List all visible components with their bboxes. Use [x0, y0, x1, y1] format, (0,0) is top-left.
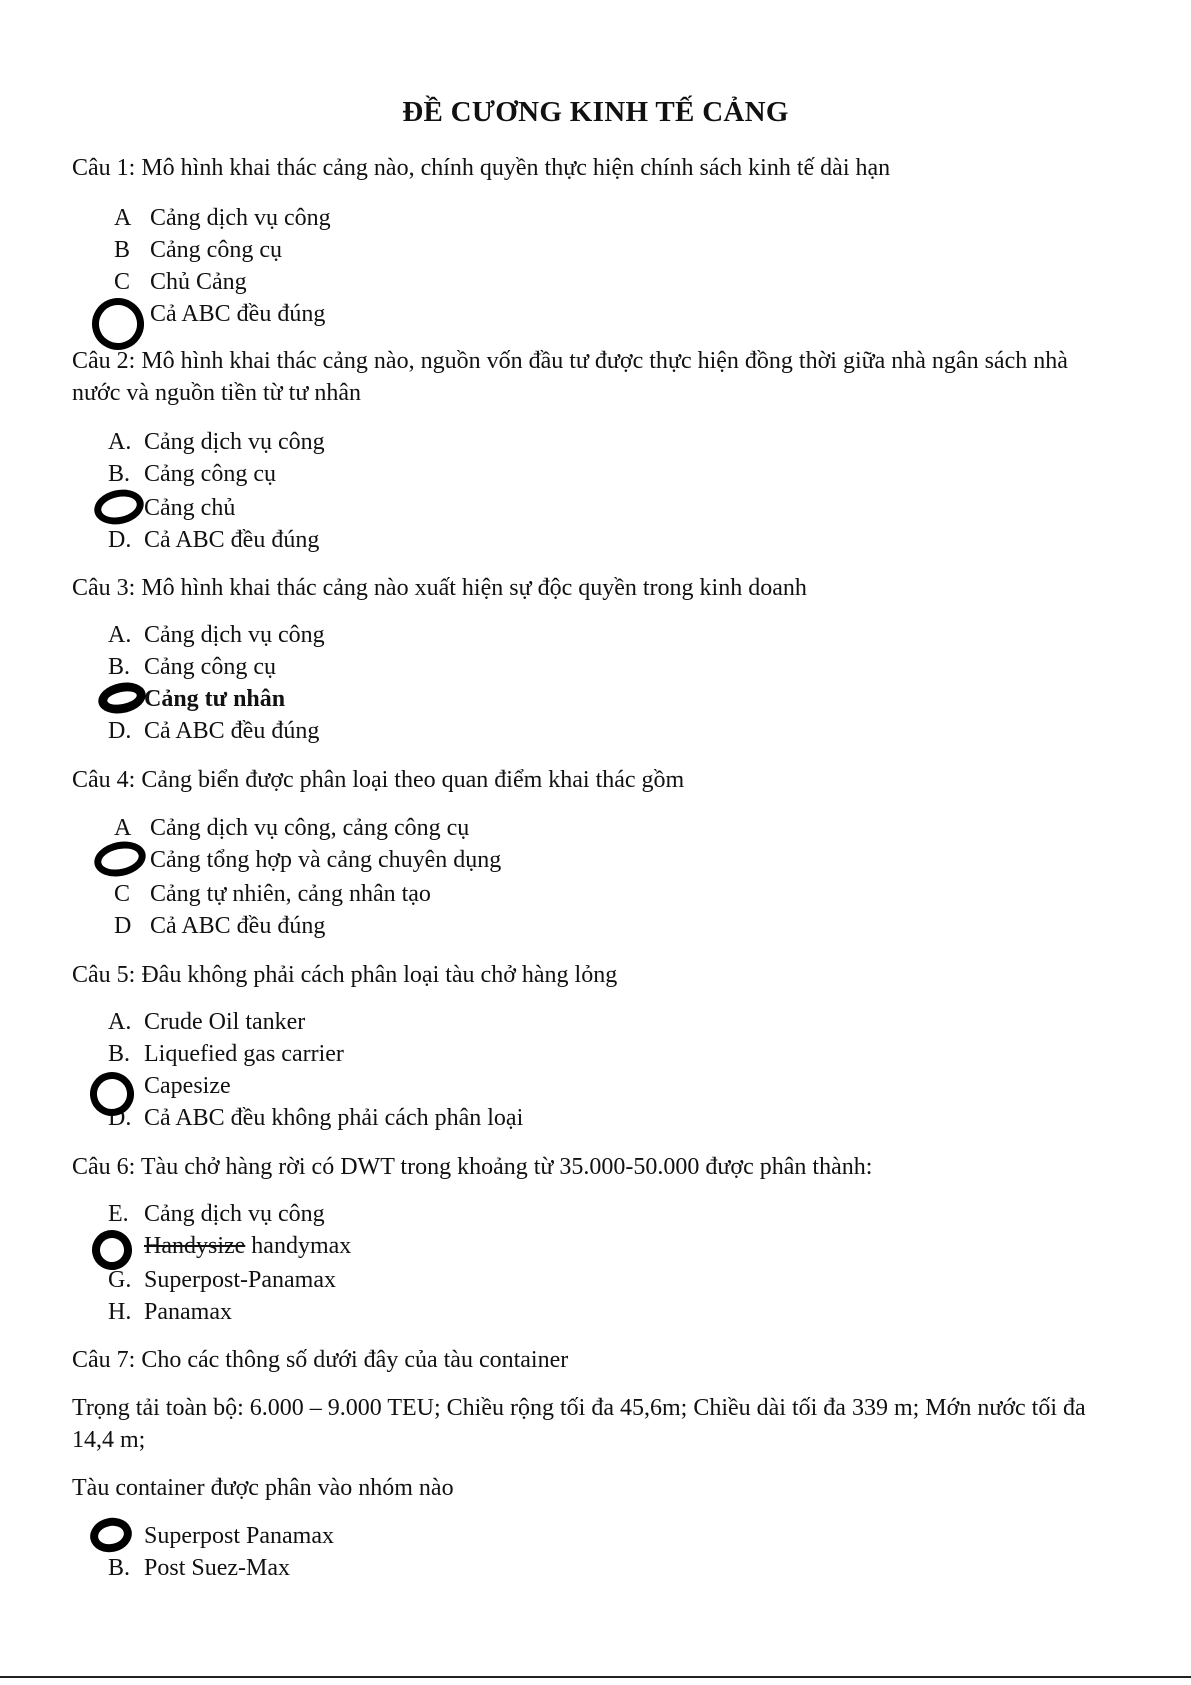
answer-circle-mark [91, 485, 147, 529]
option-text: Cảng tự nhiên, cảng nhân tạo [150, 881, 431, 907]
option-2b [108, 459, 276, 489]
option-label: B. [108, 1555, 131, 1581]
option-text: Cảng tổng hợp và cảng chuyên dụng [150, 847, 502, 873]
question-7-prompt: Tàu container được phân vào nhóm nào [72, 1475, 454, 1501]
answer-circle-mark [95, 678, 148, 717]
question-1: Câu 1: Mô hình khai thác cảng nào, chính quyền thực hiện chính sách kinh tế dài hạn [72, 155, 891, 181]
option-5d [108, 1103, 523, 1133]
option-text: Cảng công cụ [144, 654, 276, 680]
option-text: Cả ABC đều đúng [144, 718, 320, 744]
option-text: Cả ABC đều đúng [144, 527, 320, 553]
option-4b [150, 845, 501, 875]
option-label: D. [108, 1105, 132, 1131]
option-2d [108, 525, 319, 555]
option-text: Cả ABC đều không phải cách phân loại [144, 1105, 524, 1131]
option-text: Post Suez-Max [144, 1555, 290, 1581]
option-text: Crude Oil tanker [144, 1009, 306, 1035]
option-label: D [114, 913, 132, 939]
question-5: Câu 5: Đâu không phải cách phân loại tàu chở hàng lỏng [72, 962, 618, 988]
option-label: C [114, 881, 131, 907]
document-title: ĐỀ CƯƠNG KINH TẾ CẢNG [402, 96, 789, 128]
option-label: D. [108, 718, 132, 744]
option-3c [144, 684, 285, 714]
option-text: Superpost Panamax [144, 1523, 334, 1549]
question-6: Câu 6: Tàu chở hàng rời có DWT trong khoảng từ 35.000-50.000 được phân thành: [72, 1154, 873, 1180]
option-3b [108, 652, 276, 682]
answer-circle-mark [91, 837, 149, 881]
footer-rule [0, 1676, 1191, 1678]
option-text: Cảng dịch vụ công [144, 429, 325, 455]
option-7a [144, 1521, 334, 1551]
question-4: Câu 4: Cảng biển được phân loại theo quan điểm khai thác gồm [72, 767, 685, 793]
option-text: Panamax [144, 1299, 232, 1325]
option-label: B. [108, 461, 131, 487]
option-6g [108, 1265, 336, 1295]
option-2c [144, 493, 235, 523]
option-1a [114, 203, 331, 233]
option-label: B. [108, 654, 131, 680]
option-label: G. [108, 1267, 132, 1293]
answer-circle-mark [87, 1514, 135, 1556]
option-text: Cảng chủ [144, 495, 236, 521]
question-7-specs: Trọng tải toàn bộ: 6.000 – 9.000 TEU; Chiều rộng tối đa 45,6m; Chiều dài tối đa 339 m; Mớn nước tối đa 14,4 m; [72, 1395, 1086, 1453]
option-4c [114, 879, 431, 909]
option-struck-text: Handysize [144, 1233, 246, 1259]
option-label: C [114, 269, 131, 295]
option-text: Cảng dịch vụ công [144, 1201, 325, 1227]
option-3a [108, 620, 325, 650]
option-text: handymax [251, 1233, 352, 1259]
option-4d [114, 911, 325, 941]
option-text: Liquefied gas carrier [144, 1041, 344, 1067]
option-text: Cảng công cụ [150, 237, 282, 263]
option-label: B. [108, 1041, 131, 1067]
option-5a [108, 1007, 305, 1037]
option-2a [108, 427, 325, 457]
option-text: Cảng dịch vụ công [144, 622, 325, 648]
option-label: A [114, 815, 132, 841]
option-text: Superpost-Panamax [144, 1267, 336, 1293]
option-text: Capesize [144, 1073, 231, 1099]
option-text: Cả ABC đều đúng [150, 301, 326, 327]
option-label: H. [108, 1299, 132, 1325]
option-4a [114, 813, 469, 843]
option-label: D. [108, 527, 132, 553]
question-7: Câu 7: Cho các thông số dưới đây của tàu container [72, 1347, 569, 1373]
option-text: Chủ Cảng [150, 269, 247, 295]
option-1c [114, 267, 247, 297]
option-label: A. [108, 429, 132, 455]
option-text: Cảng tư nhân [144, 686, 286, 712]
option-label: A [114, 205, 132, 231]
option-label: E. [108, 1201, 129, 1227]
option-text: Cảng công cụ [144, 461, 276, 487]
option-1d [150, 299, 325, 329]
option-label: A. [108, 622, 132, 648]
option-6e [108, 1199, 325, 1229]
option-text: Cảng dịch vụ công [150, 205, 331, 231]
option-label: A. [108, 1009, 132, 1035]
option-1b [114, 235, 282, 265]
option-3d [108, 716, 319, 746]
option-label: B [114, 237, 131, 263]
option-text: Cảng dịch vụ công, cảng công cụ [150, 815, 470, 841]
option-6f [144, 1231, 351, 1261]
option-6h [108, 1297, 232, 1327]
option-5b [108, 1039, 344, 1069]
question-2: Câu 2: Mô hình khai thác cảng nào, nguồn vốn đầu tư được thực hiện đồng thời giữa nhà ngân sách nhà nước và nguồn tiền từ tư nhân [72, 348, 1068, 406]
option-5c [144, 1071, 231, 1101]
option-text: Cả ABC đều đúng [150, 913, 326, 939]
question-3: Câu 3: Mô hình khai thác cảng nào xuất hiện sự độc quyền trong kinh doanh [72, 575, 807, 601]
option-7b [108, 1553, 290, 1583]
